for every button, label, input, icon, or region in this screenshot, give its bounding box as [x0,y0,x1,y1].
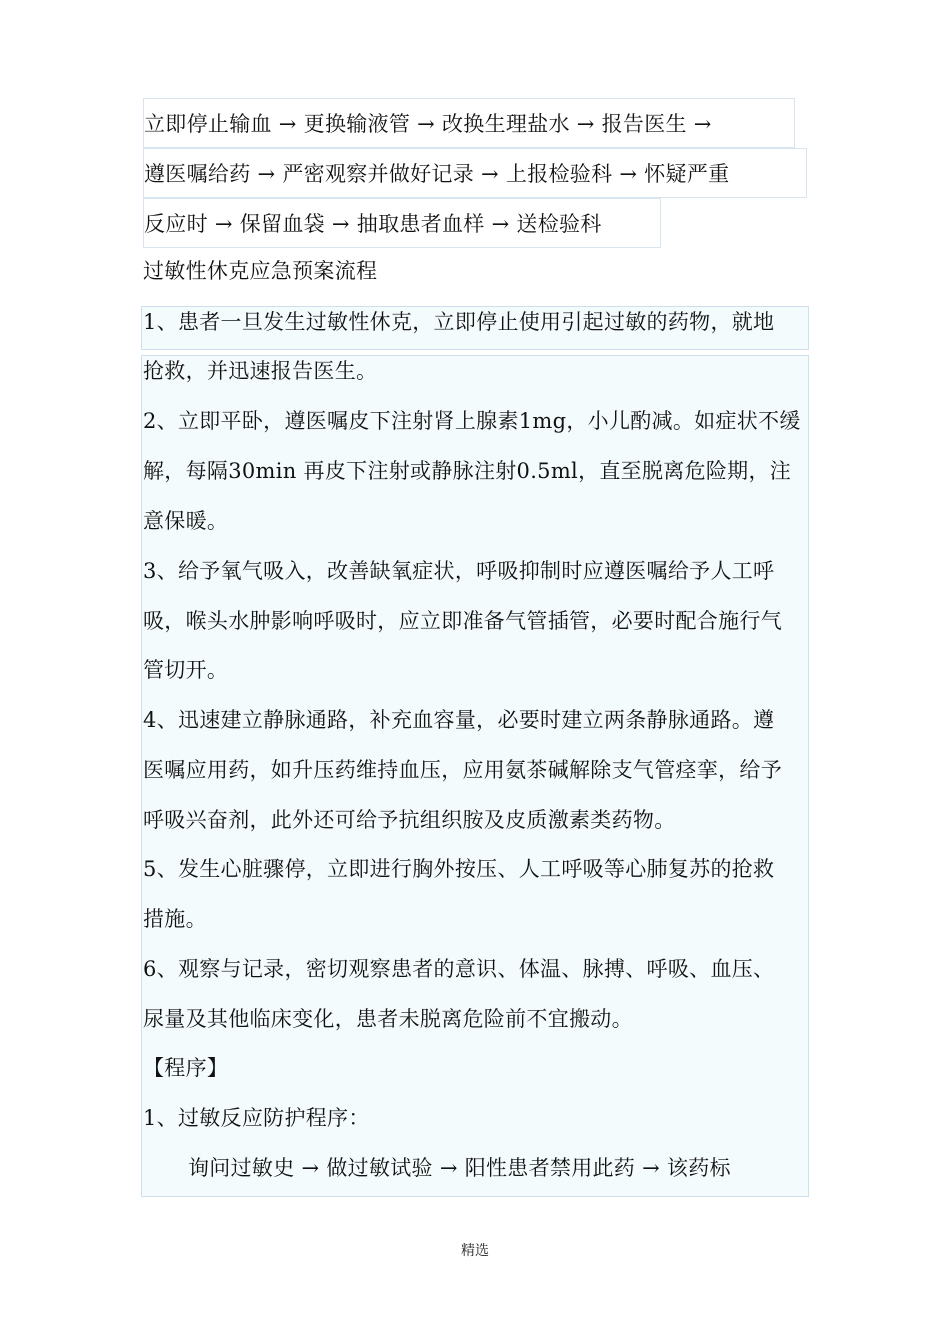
body-line: 【程序】 [143,1056,229,1080]
flow-line-1: 立即停止输血 → 更换输液管 → 改换生理盐水 → 报告医生 → [143,98,795,148]
body-line: 解，每隔30min 再皮下注射或静脉注射0.5ml，直至脱离危险期，注 [143,459,792,483]
body-line: 管切开。 [143,658,229,682]
body-line: 措施。 [143,907,207,931]
body-line: 2、立即平卧，遵医嘱皮下注射肾上腺素1mg，小儿酌减。如症状不缓 [143,409,801,433]
body-line: 4、迅速建立静脉通路，补充血容量，必要时建立两条静脉通路。遵 [143,708,775,732]
procedure-flow-line: 询问过敏史 → 做过敏试验 → 阳性患者禁用此药 → 该药标 [188,1156,731,1180]
body-line: 3、给予氧气吸入，改善缺氧症状，呼吸抑制时应遵医嘱给予人工呼 [143,559,775,583]
body-line: 意保暖。 [143,509,229,533]
body-line: 6、观察与记录，密切观察患者的意识、体温、脉搏、呼吸、血压、 [143,957,775,981]
page-footer: 精选 [461,1243,489,1259]
section-title: 过敏性休克应急预案流程 [143,259,378,283]
flow-line-2: 遵医嘱给药 → 严密观察并做好记录 → 上报检验科 → 怀疑严重 [143,148,807,198]
body-line: 尿量及其他临床变化，患者未脱离危险前不宜搬动。 [143,1007,633,1031]
body-line: 1、患者一旦发生过敏性休克，立即停止使用引起过敏的药物，就地 [143,310,775,334]
body-line: 1、过敏反应防护程序： [143,1106,370,1130]
body-line: 吸，喉头水肿影响呼吸时，应立即准备气管插管，必要时配合施行气 [143,609,782,633]
body-line: 医嘱应用药，如升压药维持血压，应用氨茶碱解除支气管痉挛，给予 [143,758,782,782]
flow-line-3: 反应时 → 保留血袋 → 抽取患者血样 → 送检验科 [143,198,661,248]
body-line: 5、发生心脏骤停，立即进行胸外按压、人工呼吸等心肺复苏的抢救 [143,857,775,881]
body-line: 抢救，并迅速报告医生。 [143,359,378,383]
body-line: 呼吸兴奋剂，此外还可给予抗组织胺及皮质激素类药物。 [143,808,676,832]
